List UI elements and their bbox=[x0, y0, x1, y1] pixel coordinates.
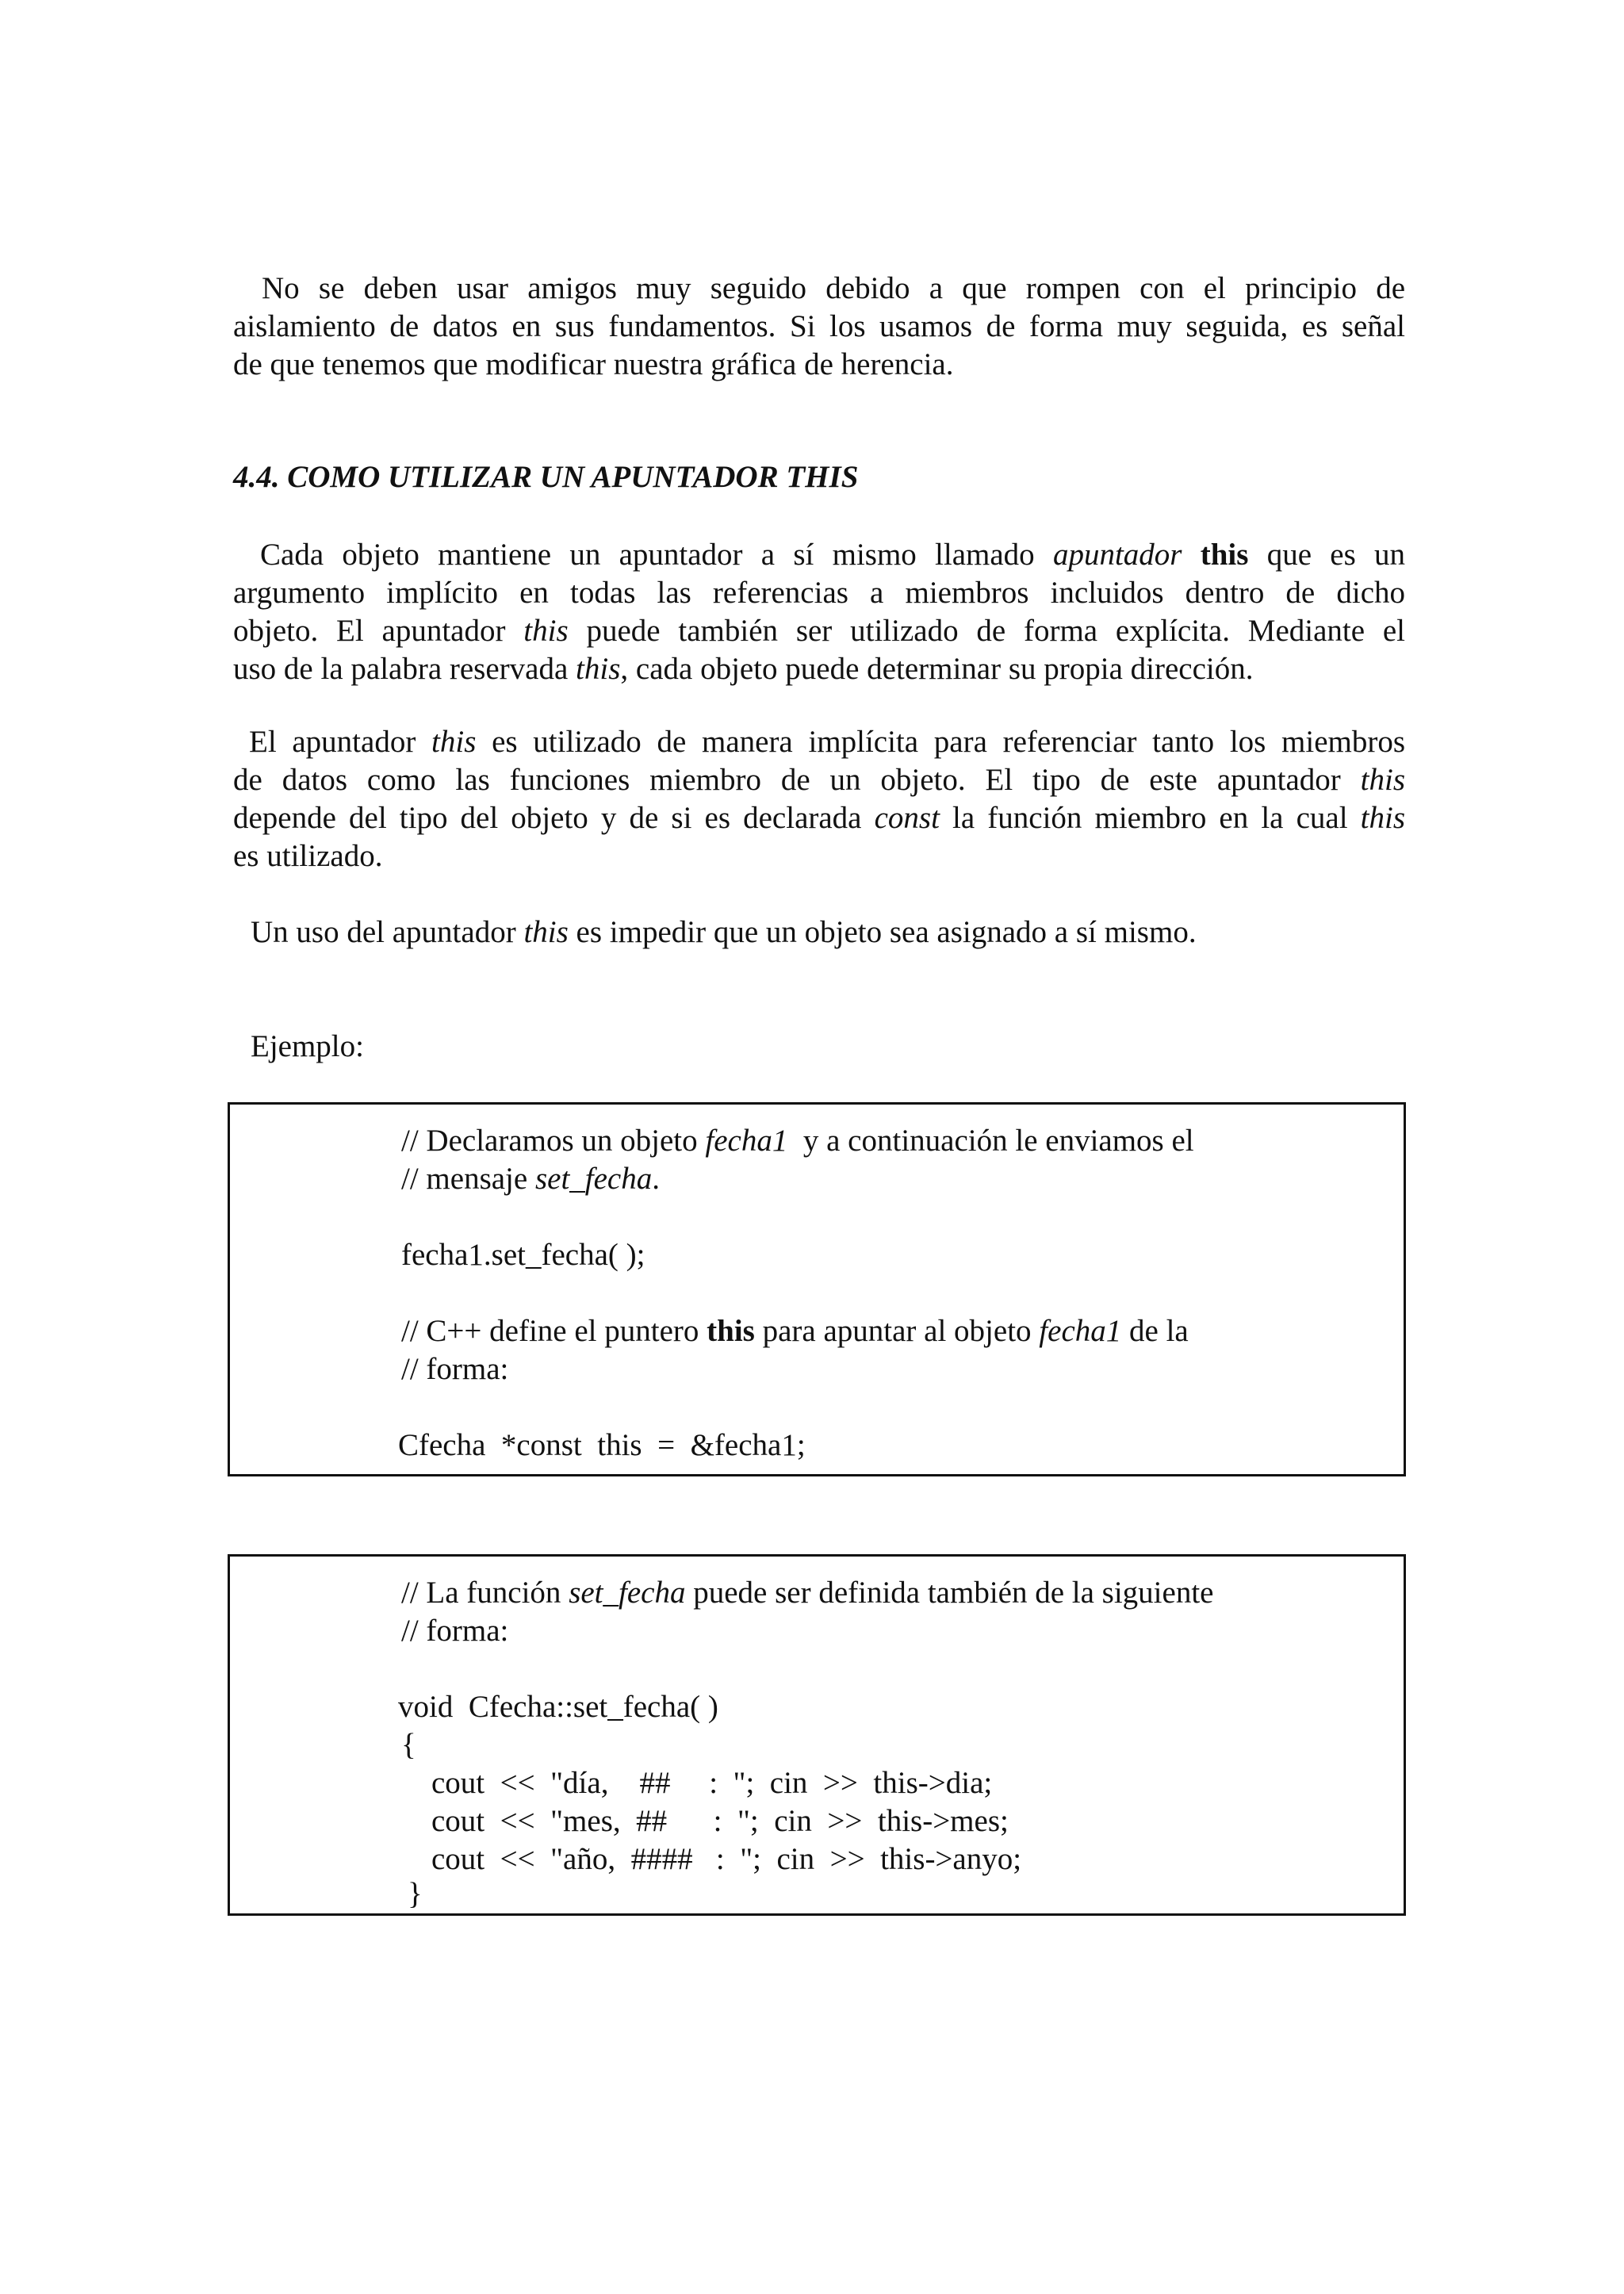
code-line: void Cfecha::set_fecha( ) bbox=[398, 1690, 718, 1724]
text-run: objeto. El apuntador bbox=[233, 614, 506, 648]
code-line: // forma: bbox=[401, 1352, 509, 1386]
code-box-declaration bbox=[228, 1102, 1406, 1476]
text-line bbox=[233, 536, 1405, 574]
code-line bbox=[401, 1312, 1189, 1350]
text-run: es utilizado de manera implícita para referenciar tanto los miembros bbox=[492, 725, 1406, 759]
code-text: puede ser definida también de la siguiente bbox=[693, 1576, 1214, 1610]
code-line: cout << "mes, ## : "; cin >> this->mes; bbox=[431, 1804, 1009, 1838]
text-line: aislamiento de datos en sus fundamentos. Si los usamos de forma muy seguida, es señal bbox=[233, 309, 1405, 343]
text-line: es utilizado. bbox=[233, 839, 383, 873]
code-line bbox=[401, 1574, 1213, 1612]
paragraph-friends-warning bbox=[233, 270, 1405, 384]
text-run: , cada objeto puede determinar su propia dirección. bbox=[620, 652, 1254, 686]
code-text: // La función bbox=[401, 1576, 561, 1610]
example-label: Ejemplo: bbox=[251, 1029, 364, 1063]
italic-term: fecha1 bbox=[1039, 1314, 1122, 1348]
code-line: cout << "día, ## : "; cin >> this->dia; bbox=[431, 1766, 993, 1800]
code-text: . bbox=[652, 1162, 660, 1196]
text-run: Un uso del apuntador bbox=[251, 915, 516, 949]
code-text: de la bbox=[1129, 1314, 1189, 1348]
text-run: puede también ser utilizado de forma explícita. Mediante el bbox=[586, 614, 1406, 648]
paragraph-this-implicit bbox=[233, 723, 1405, 875]
code-line: { bbox=[401, 1728, 416, 1762]
italic-term: this bbox=[576, 652, 621, 686]
text-run: El apuntador bbox=[249, 725, 416, 759]
text-line bbox=[233, 761, 1405, 799]
text-line bbox=[233, 650, 1405, 688]
italic-term: this bbox=[431, 725, 477, 759]
text-run: de datos como las funciones miembro de un objeto. El tipo de este apuntador bbox=[233, 763, 1341, 797]
code-text: y a continuación le enviamos el bbox=[802, 1124, 1194, 1158]
code-line bbox=[401, 1160, 660, 1198]
text-run: que es un bbox=[1266, 538, 1406, 572]
italic-term: this bbox=[523, 915, 569, 949]
paragraph-this-pointer-intro bbox=[233, 536, 1405, 688]
code-line: fecha1.set_fecha( ); bbox=[401, 1238, 645, 1272]
italic-term: set_fecha bbox=[534, 1162, 653, 1196]
italic-term: const bbox=[874, 801, 940, 835]
text-run: uso de la palabra reservada bbox=[233, 652, 569, 686]
bold-term: this bbox=[1200, 538, 1249, 572]
code-line: // forma: bbox=[401, 1614, 509, 1648]
italic-term: set_fecha bbox=[569, 1576, 686, 1610]
code-line: Cfecha *const this = &fecha1; bbox=[398, 1428, 806, 1462]
bold-term: this bbox=[707, 1314, 755, 1348]
text-run: es impedir que un objeto sea asignado a sí mismo. bbox=[576, 915, 1197, 949]
code-line: cout << "año, #### : "; cin >> this->anyo; bbox=[431, 1842, 1022, 1876]
code-line bbox=[401, 1122, 1194, 1160]
italic-term: this bbox=[523, 614, 569, 648]
code-text: // mensaje bbox=[401, 1162, 528, 1196]
italic-term: this bbox=[1360, 801, 1406, 835]
text-run: depende del tipo del objeto y de si es declarada bbox=[233, 801, 862, 835]
code-line: } bbox=[408, 1877, 423, 1911]
text-run: Cada objeto mantiene un apuntador a sí mismo llamado bbox=[260, 538, 1035, 572]
text-line: No se deben usar amigos muy seguido debido a que rompen con el principio de bbox=[262, 271, 1405, 305]
text-line: argumento implícito en todas las referencias a miembros incluidos dentro de dicho bbox=[233, 576, 1405, 610]
text-line bbox=[233, 723, 1405, 761]
code-text: para apuntar al objeto bbox=[762, 1314, 1032, 1348]
text-run: la función miembro en la cual bbox=[952, 801, 1348, 835]
italic-term: this bbox=[1360, 763, 1406, 797]
italic-term: apuntador bbox=[1052, 538, 1182, 572]
paragraph-this-self-assignment bbox=[251, 913, 1197, 952]
code-box-set-fecha bbox=[228, 1554, 1406, 1916]
text-line: de que tenemos que modificar nuestra gráfica de herencia. bbox=[233, 347, 954, 381]
section-heading: 4.4. COMO UTILIZAR UN APUNTADOR THIS bbox=[233, 460, 859, 494]
italic-term: fecha1 bbox=[705, 1124, 788, 1158]
text-line bbox=[233, 612, 1405, 650]
text-line bbox=[233, 799, 1405, 837]
code-text: // C++ define el puntero bbox=[401, 1314, 699, 1348]
code-text: // Declaramos un objeto bbox=[401, 1124, 698, 1158]
